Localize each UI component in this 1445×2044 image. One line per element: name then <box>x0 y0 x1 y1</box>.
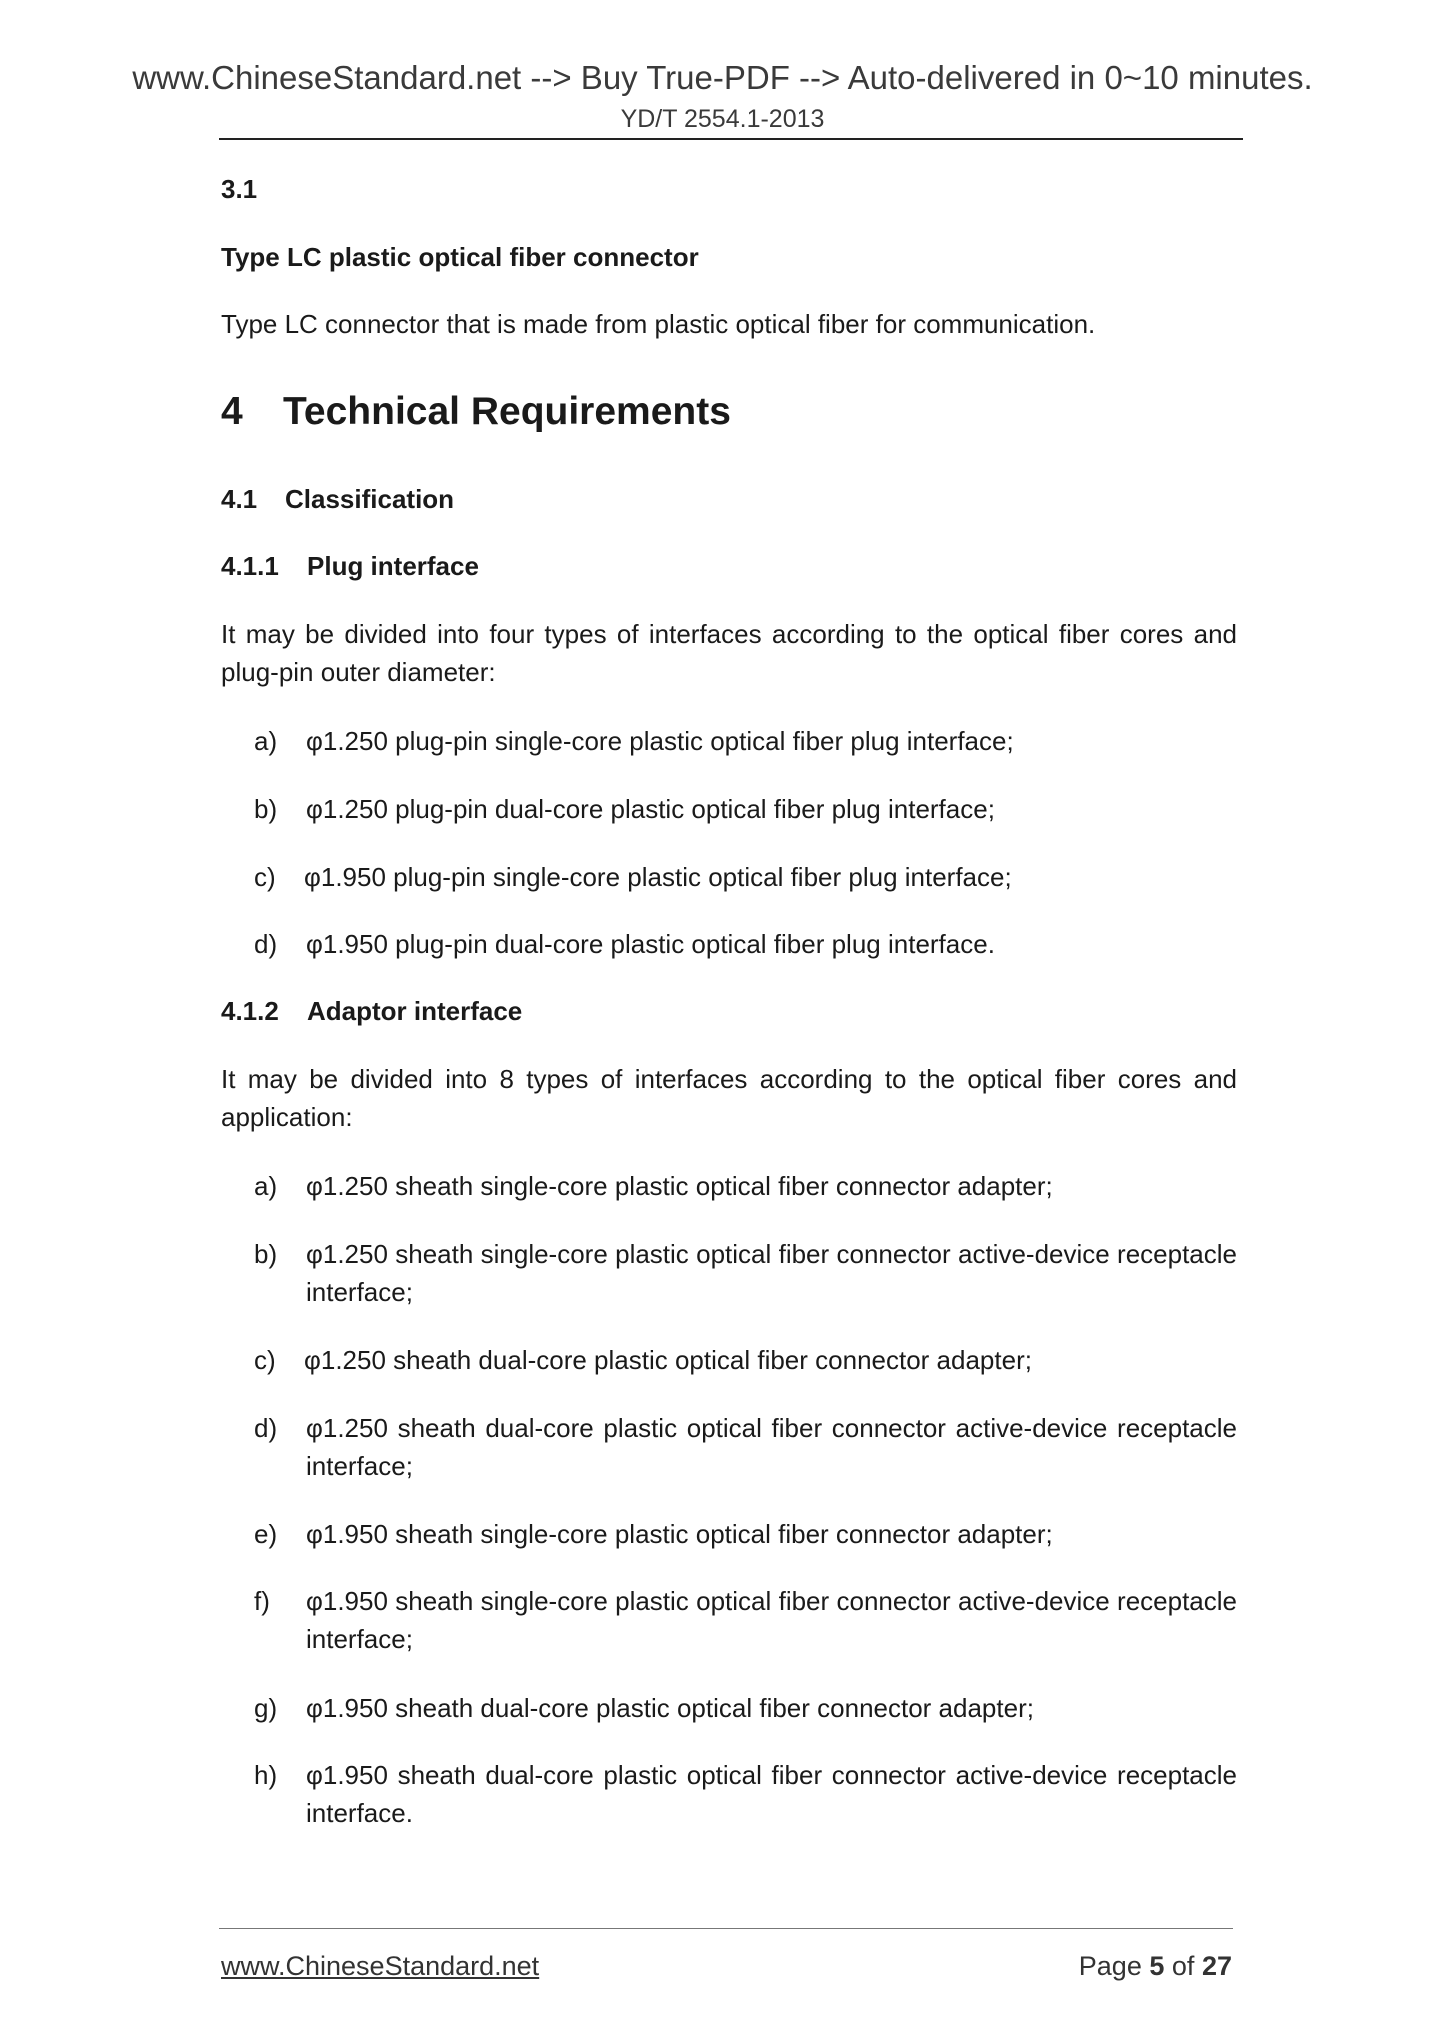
page-current: 5 <box>1149 1951 1165 1981</box>
list-item <box>254 722 1237 760</box>
list-item <box>254 1167 1237 1205</box>
list-item-label: d) <box>254 1413 278 1443</box>
list-item-text: φ1.250 sheath dual-core plastic optical fiber connector active-device receptacle interface; <box>306 1413 1237 1481</box>
list-item-text: φ1.250 plug-pin single-core plastic optical fiber plug interface; <box>306 726 1014 756</box>
list-item-label: b) <box>254 794 278 824</box>
list-item-text: φ1.250 plug-pin dual-core plastic optical fiber plug interface; <box>306 794 995 824</box>
term-title: Type LC plastic optical fiber connector <box>221 242 699 272</box>
section-title: Plug interface <box>307 551 479 581</box>
section-4-1-1-heading <box>221 548 479 584</box>
term-number: 3.1 <box>221 174 258 204</box>
section-number: 4.1 <box>221 484 258 514</box>
list-item-text: φ1.250 sheath dual-core plastic optical fiber connector adapter; <box>304 1345 1032 1375</box>
section-number: 4.1.1 <box>221 551 279 581</box>
list-item <box>254 1582 1237 1658</box>
list-item-label: g) <box>254 1693 278 1723</box>
chapter-heading <box>221 388 731 436</box>
list-item-label: a) <box>254 1171 278 1201</box>
page-total: 27 <box>1201 1951 1232 1981</box>
section-4-1-2-heading <box>221 993 522 1029</box>
list-item <box>254 1515 1237 1553</box>
document-code: YD/T 2554.1-2013 <box>620 105 825 133</box>
section-4-1-heading <box>221 481 454 517</box>
footer-site-link[interactable]: www.ChineseStandard.net <box>221 1951 540 1981</box>
list-item <box>254 1341 1237 1379</box>
list-item-label: f) <box>254 1586 270 1616</box>
term-definition: Type LC connector that is made from plastic optical fiber for communication. <box>221 309 1096 339</box>
list-item-label: d) <box>254 929 278 959</box>
list-item-text: φ1.950 plug-pin dual-core plastic optical fiber plug interface. <box>306 929 995 959</box>
list-item-text: φ1.950 sheath dual-core plastic optical fiber connector active-device receptacle interface. <box>306 1760 1237 1828</box>
list-item-text: φ1.950 plug-pin single-core plastic optical fiber plug interface; <box>304 862 1012 892</box>
list-item <box>254 925 1237 963</box>
list-item-text: φ1.950 sheath single-core plastic optical fiber connector adapter; <box>306 1519 1053 1549</box>
page-of: of <box>1171 1951 1195 1981</box>
page-number <box>1079 1949 1232 1983</box>
footer-divider <box>219 1928 1233 1929</box>
list-item <box>254 1409 1237 1485</box>
list-item-text: φ1.250 sheath single-core plastic optical fiber connector adapter; <box>306 1171 1053 1201</box>
list-item-label: c) <box>254 1345 276 1375</box>
section-number: 4.1.2 <box>221 996 279 1026</box>
section-4-1-2-intro: It may be divided into 8 types of interfaces according to the optical fiber cores and application: <box>221 1064 1237 1132</box>
list-item <box>254 790 1237 828</box>
header-divider <box>219 138 1243 140</box>
section-title: Adaptor interface <box>307 996 523 1026</box>
chapter-title: Technical Requirements <box>283 390 731 433</box>
page-prefix: Page <box>1078 1951 1142 1981</box>
list-item-label: a) <box>254 726 278 756</box>
list-item-label: b) <box>254 1239 278 1269</box>
list-item <box>254 858 1237 896</box>
list-item-text: φ1.950 sheath dual-core plastic optical fiber connector adapter; <box>306 1693 1034 1723</box>
list-item-text: φ1.950 sheath single-core plastic optical fiber connector active-device receptacle interface; <box>306 1586 1237 1654</box>
list-item-label: h) <box>254 1760 278 1790</box>
section-title: Classification <box>285 484 455 514</box>
header-banner: www.ChineseStandard.net --> Buy True-PDF --> Auto-delivered in 0~10 minutes. <box>132 59 1313 96</box>
list-item-label: e) <box>254 1519 278 1549</box>
section-4-1-1-intro: It may be divided into four types of interfaces according to the optical fiber cores and plug-pin outer diameter: <box>221 619 1237 687</box>
list-item-label: c) <box>254 862 276 892</box>
list-item <box>254 1756 1237 1832</box>
list-item-text: φ1.250 sheath single-core plastic optical fiber connector active-device receptacle interface; <box>306 1239 1237 1307</box>
list-item <box>254 1689 1237 1727</box>
chapter-number: 4 <box>221 390 243 433</box>
list-item <box>254 1235 1237 1311</box>
